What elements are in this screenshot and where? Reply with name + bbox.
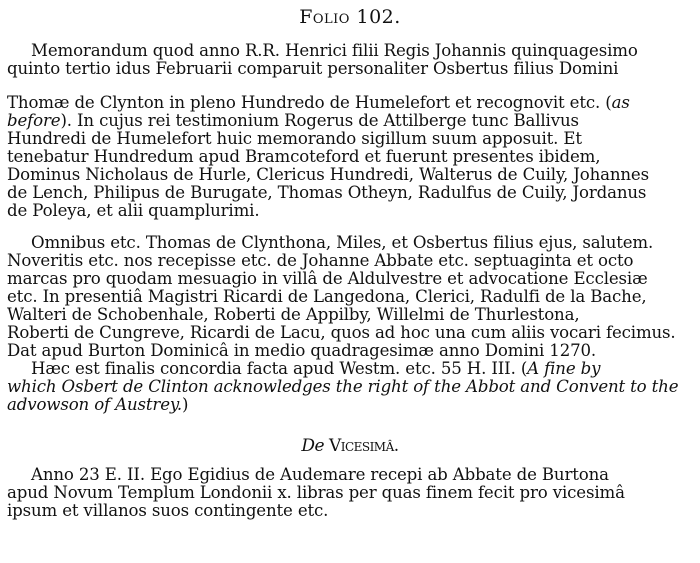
para2-line1 xyxy=(7,94,630,112)
para4-line3-text: ) xyxy=(182,395,189,414)
para2-line3: Hundredi de Humelefort huic memorando sigillum suum apposuit. Et xyxy=(7,129,582,148)
para2-line2 xyxy=(7,112,579,130)
para2-line7: de Poleya, et alii quamplurimi. xyxy=(7,201,260,220)
para4-line2 xyxy=(7,378,678,396)
para2-line4: tenebatur Hundredum apud Bramcoteford et fuerunt presentes ibidem, xyxy=(7,147,601,166)
section-heading xyxy=(0,437,700,455)
para3-line1: Omnibus etc. Thomas de Clynthona, Miles, et Osbertus filius ejus, salutem. xyxy=(31,233,654,252)
para3-line4: etc. In presentiâ Magistri Ricardi de Langedona, Clerici, Radulfi de la Bache, xyxy=(7,287,647,306)
para4-line1-text: Hæc est finalis concordia facta apud Westm. etc. 55 H. III. ( xyxy=(31,359,528,378)
para4-line1-italic: A fine by xyxy=(527,359,601,378)
para3-line3: marcas pro quodam mesuagio in villâ de Aldulvestre et advocatione Ecclesiæ xyxy=(7,269,648,288)
para5-line3: ipsum et villanos suos contingente etc. xyxy=(7,501,329,520)
section-heading-smallcaps: Vicesimâ. xyxy=(328,436,399,456)
para4-line1 xyxy=(31,360,600,378)
para3-line7: Dat apud Burton Dominicâ in medio quadragesimæ anno Domini 1270. xyxy=(7,341,597,360)
para4-line2-italic: which Osbert de Clinton acknowledges the right of the Abbot and Convent to the xyxy=(7,377,679,396)
para2-line1-italic: as xyxy=(611,93,630,112)
para3-line6: Roberti de Cungreve, Ricardi de Lacu, quos ad hoc una cum aliis vocari fecimus. xyxy=(7,323,676,342)
section-heading-italic: De xyxy=(301,436,325,456)
para4-line3-italic: advowson of Austrey. xyxy=(7,395,183,414)
para5-line2: apud Novum Templum Londonii x. libras per quas finem fecit pro vicesimâ xyxy=(7,483,625,502)
folio-heading: Folio 102. xyxy=(299,6,401,28)
para4-line3 xyxy=(7,396,188,414)
para2-line5: Dominus Nicholaus de Hurle, Clericus Hundredi, Walterus de Cuily, Johannes xyxy=(7,165,649,184)
para5-line1: Anno 23 E. II. Ego Egidius de Audemare recepi ab Abbate de Burtona xyxy=(31,465,609,484)
para1-line1: Memorandum quod anno R.R. Henrici filii Regis Johannis quinquagesimo xyxy=(31,41,638,60)
para3-line5: Walteri de Schobenhale, Roberti de Appilby, Willelmi de Thurlestona, xyxy=(7,305,580,324)
para3-line2: Noveritis etc. nos recepisse etc. de Johanne Abbate etc. septuaginta et octo xyxy=(7,251,634,270)
para2-line2-text: ). In cujus rei testimonium Rogerus de Attilberge tunc Ballivus xyxy=(60,111,579,130)
para2-line2-italic: before xyxy=(7,111,61,130)
para2-line6: de Lench, Philipus de Burugate, Thomas Otheyn, Radulfus de Cuily, Jordanus xyxy=(7,183,647,202)
para2-line1-text: Thomæ de Clynton in pleno Hundredo de Humelefort et recognovit etc. ( xyxy=(7,93,612,112)
para1-line2: quinto tertio idus Februarii comparuit personaliter Osbertus filius Domini xyxy=(7,59,619,78)
